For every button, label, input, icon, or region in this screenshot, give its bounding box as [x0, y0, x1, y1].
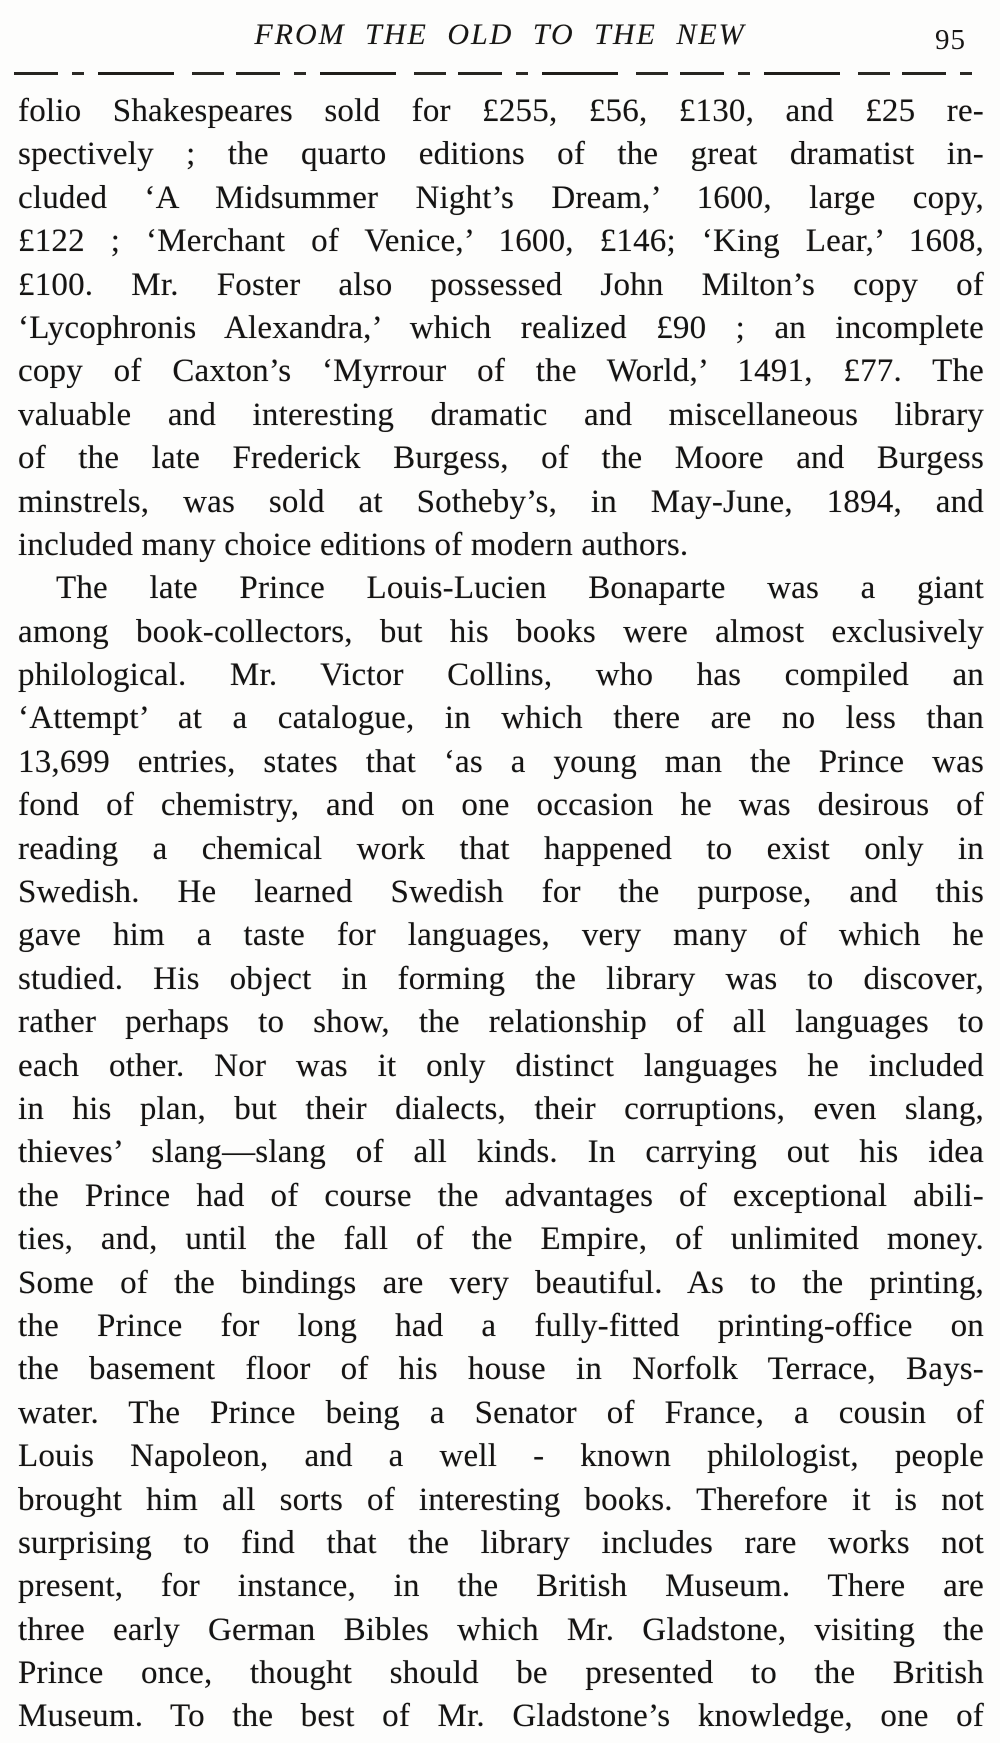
text-line: Some of the bindings are very beautiful. As to the printing,	[18, 1264, 984, 1301]
text-line: ‘Attempt’ at a catalogue, in which there are no less than	[18, 700, 984, 737]
text-line: surprising to find that the library includes rare works not	[18, 1524, 984, 1561]
text-line: three early German Bibles which Mr. Gladstone, visiting the	[18, 1611, 984, 1648]
text-line: £122 ; ‘Merchant of Venice,’ 1600, £146; ‘King Lear,’ 1608,	[18, 223, 984, 260]
text-line: among book-collectors, but his books were almost exclusively	[18, 613, 984, 650]
text-line: The late Prince Louis-Lucien Bonaparte was a giant	[56, 570, 984, 607]
text-line: gave him a taste for languages, very many of which he	[18, 917, 984, 954]
text-line: spectively ; the quarto editions of the great dramatist in-	[18, 136, 984, 173]
text-line: of the late Frederick Burgess, of the Moore and Burgess	[18, 440, 984, 477]
text-line: rather perhaps to show, the relationship of all languages to	[18, 1004, 984, 1041]
text-line: the basement floor of his house in Norfolk Terrace, Bays-	[18, 1351, 984, 1388]
text-line: philological. Mr. Victor Collins, who has compiled an	[18, 657, 984, 694]
text-line: the Prince for long had a fully-fitted printing-office on	[18, 1307, 984, 1344]
page-number: 95	[935, 24, 966, 56]
text-line: Louis Napoleon, and a well - known philologist, people	[18, 1438, 984, 1475]
text-line: ties, and, until the fall of the Empire, of unlimited money.	[18, 1221, 984, 1258]
text-line: Museum. To the best of Mr. Gladstone’s knowledge, one of	[18, 1698, 984, 1735]
text-line: fond of chemistry, and on one occasion he was desirous of	[18, 787, 984, 824]
text-line: £100. Mr. Foster also possessed John Milton’s copy of	[18, 266, 984, 303]
text-line: brought him all sorts of interesting books. Therefore it is not	[18, 1481, 984, 1518]
text-line: thieves’ slang—slang of all kinds. In carrying out his idea	[18, 1134, 984, 1171]
text-line: studied. His object in forming the library was to discover,	[18, 960, 984, 997]
text-line: included many choice editions of modern authors.	[18, 526, 689, 563]
text-line: valuable and interesting dramatic and miscellaneous library	[18, 396, 984, 433]
text-line: minstrels, was sold at Sotheby’s, in May-June, 1894, and	[18, 483, 984, 520]
text-line: 13,699 entries, states that ‘as a young man the Prince was	[18, 743, 984, 780]
text-line: present, for instance, in the British Museum. There are	[18, 1568, 984, 1605]
text-line: the Prince had of course the advantages of exceptional abili-	[18, 1177, 984, 1214]
text-line: water. The Prince being a Senator of France, a cousin of	[18, 1394, 984, 1431]
text-line: cluded ‘A Midsummer Night’s Dream,’ 1600, large copy,	[18, 179, 984, 216]
text-line: reading a chemical work that happened to exist only in	[18, 830, 984, 867]
text-line: each other. Nor was it only distinct languages he included	[18, 1047, 984, 1084]
running-header	[0, 0, 1000, 62]
text-line: in his plan, but their dialects, their corruptions, even slang,	[18, 1090, 984, 1127]
text-line: copy of Caxton’s ‘Myrrour of the World,’ 1491, £77. The	[18, 353, 984, 390]
text-line: folio Shakespeares sold for £255, £56, £130, and £25 re-	[18, 93, 984, 129]
running-header-title: FROM THE OLD TO THE NEW	[254, 18, 746, 51]
text-line: ‘Lycophronis Alexandra,’ which realized £90 ; an incomplete	[18, 309, 984, 346]
text-line: Prince once, thought should be presented to the British	[18, 1655, 984, 1692]
text-line: Swedish. He learned Swedish for the purpose, and this	[18, 874, 984, 911]
text-block	[0, 75, 1000, 1739]
